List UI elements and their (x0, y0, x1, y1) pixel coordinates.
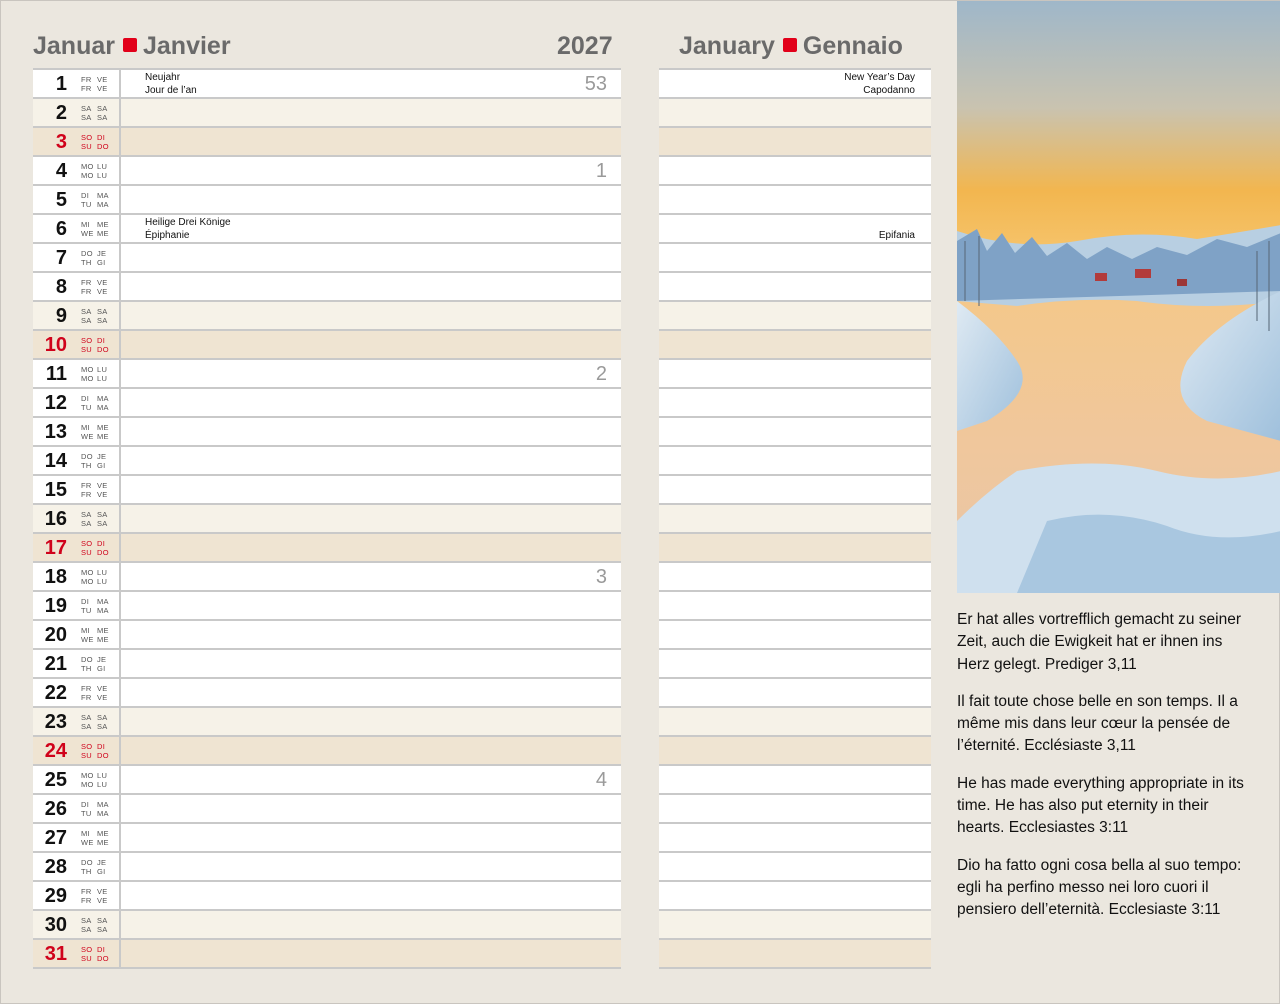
weekday-abbr-line: SO DI (81, 539, 106, 548)
weekday-abbr-line: MO LU (81, 374, 108, 383)
day-label-box (33, 882, 121, 909)
day-number: 11 (45, 363, 67, 385)
day-row (33, 561, 621, 590)
weekday-abbr-line: DI MA (81, 191, 109, 200)
day-row-notes (659, 851, 931, 880)
day-label-box (33, 389, 121, 416)
weekday-abbreviations (81, 945, 117, 963)
day-row-notes (659, 184, 931, 213)
weekday-abbreviations (81, 626, 117, 644)
day-label-box (33, 70, 121, 97)
weekday-abbr-line: SA SA (81, 510, 108, 519)
holiday-line: Heilige Drei Könige (145, 217, 231, 228)
day-label-box (33, 940, 121, 967)
weekday-abbreviations (81, 452, 117, 470)
day-number: 25 (44, 769, 67, 791)
weekday-abbreviations (81, 162, 117, 180)
weekday-abbr-line: WE ME (81, 635, 109, 644)
holiday-label-de-fr (145, 71, 197, 97)
day-number: 29 (44, 885, 67, 907)
day-row (33, 677, 621, 706)
weekday-abbreviations (81, 539, 117, 557)
weekday-abbr-line: MO LU (81, 771, 108, 780)
day-number: 30 (44, 914, 67, 936)
weekday-abbreviations (81, 336, 117, 354)
day-label-box (33, 157, 121, 184)
weekday-abbr-line: DO JE (81, 655, 107, 664)
weekday-abbr-line: DI MA (81, 597, 109, 606)
weekday-abbr-line: TU MA (81, 200, 109, 209)
weekday-abbr-line: DI MA (81, 394, 109, 403)
day-row-notes (659, 503, 931, 532)
weekday-abbr-line: MO LU (81, 162, 108, 171)
holiday-label-en-it (844, 71, 915, 97)
day-row (33, 242, 621, 271)
red-square-icon (783, 38, 797, 52)
day-row-notes (659, 387, 931, 416)
week-number: 3 (595, 566, 607, 588)
day-number: 2 (55, 102, 67, 124)
day-row (33, 213, 621, 242)
day-number: 14 (44, 450, 67, 472)
weekday-abbr-line: MI ME (81, 423, 109, 432)
weekday-abbr-line: FR VE (81, 896, 108, 905)
day-row (33, 822, 621, 851)
weekday-abbr-line: SA SA (81, 722, 108, 731)
day-row-notes (659, 793, 931, 822)
day-row-notes (659, 822, 931, 851)
weekday-abbr-line: FR VE (81, 481, 108, 490)
day-row (33, 706, 621, 735)
weekday-abbr-line: SU DO (81, 142, 109, 151)
day-label-box (33, 679, 121, 706)
day-number: 4 (55, 160, 67, 182)
weekday-abbr-line: MO LU (81, 568, 108, 577)
holiday-line: New Year’s Day (844, 72, 915, 83)
weekday-abbr-line: FR VE (81, 278, 108, 287)
day-label-box (33, 737, 121, 764)
day-row-notes (659, 532, 931, 561)
day-row (33, 851, 621, 880)
day-row (33, 271, 621, 300)
day-label-box (33, 534, 121, 561)
weekday-abbreviations (81, 597, 117, 615)
holiday-line: Épiphanie (145, 230, 190, 241)
day-number: 28 (44, 856, 67, 878)
day-row-notes (659, 648, 931, 677)
month-header-right (679, 29, 903, 63)
day-number: 9 (55, 305, 67, 327)
day-row-notes (659, 68, 931, 97)
day-row (33, 764, 621, 793)
day-row (33, 329, 621, 358)
weekday-abbr-line: MO LU (81, 365, 108, 374)
weekday-abbr-line: FR VE (81, 887, 108, 896)
day-row-notes (659, 358, 931, 387)
weekday-abbr-line: DO JE (81, 452, 107, 461)
year-label: 2027 (557, 32, 613, 60)
day-label-box (33, 824, 121, 851)
day-label-box (33, 911, 121, 938)
month-name-fr: Janvier (142, 32, 231, 60)
day-number: 24 (44, 740, 67, 762)
day-row (33, 97, 621, 126)
day-row (33, 416, 621, 445)
weekday-abbr-line: TH GI (81, 664, 106, 673)
day-number: 16 (44, 508, 67, 530)
weekday-abbr-line: WE ME (81, 432, 109, 441)
day-row-notes (659, 474, 931, 503)
day-row (33, 387, 621, 416)
weekday-abbr-line: SU DO (81, 345, 109, 354)
weekday-abbreviations (81, 684, 117, 702)
day-row-notes (659, 619, 931, 648)
month-header-left (33, 29, 231, 63)
day-row (33, 184, 621, 213)
weekday-abbr-line: FR VE (81, 490, 108, 499)
day-number: 7 (55, 247, 67, 269)
day-row-notes (659, 561, 931, 590)
day-row-notes (659, 271, 931, 300)
week-number: 2 (595, 363, 607, 385)
weekday-abbr-line: SA SA (81, 104, 108, 113)
weekday-abbreviations (81, 713, 117, 731)
weekday-abbreviations (81, 423, 117, 441)
weekday-abbr-line: SA SA (81, 113, 108, 122)
holiday-line: Epifania (878, 230, 915, 241)
day-row (33, 503, 621, 532)
day-row-notes (659, 909, 931, 938)
week-number: 4 (595, 769, 607, 791)
weekday-abbr-line: MO LU (81, 780, 108, 789)
day-number: 13 (44, 421, 67, 443)
verse-it: Dio ha fatto ogni cosa bella al suo tempo: egli ha perfino messo nei loro cuori il pensiero dell’eternità. Ecclesiaste 3:11 (957, 856, 1242, 919)
day-row (33, 880, 621, 909)
holiday-line: Jour de l’an (145, 85, 197, 96)
day-row-notes (659, 706, 931, 735)
day-label-box (33, 99, 121, 126)
holiday-line: Capodanno (863, 85, 915, 96)
month-name-it: Gennaio (802, 32, 903, 60)
day-number: 19 (44, 595, 67, 617)
weekday-abbr-line: MI ME (81, 829, 109, 838)
bible-verses (957, 609, 1257, 937)
day-grid-right (659, 68, 931, 969)
weekday-abbr-line: MO LU (81, 577, 108, 586)
weekday-abbr-line: SA SA (81, 519, 108, 528)
weekday-abbr-line: TU MA (81, 809, 109, 818)
day-label-box (33, 853, 121, 880)
weekday-abbreviations (81, 858, 117, 876)
day-label-box (33, 650, 121, 677)
day-row-notes (659, 677, 931, 706)
week-number: 53 (584, 73, 607, 95)
day-number: 10 (44, 334, 67, 356)
day-label-box (33, 331, 121, 358)
weekday-abbreviations (81, 800, 117, 818)
day-row (33, 532, 621, 561)
weekday-abbr-line: MI ME (81, 220, 109, 229)
red-square-icon (123, 38, 137, 52)
day-label-box (33, 215, 121, 242)
day-row (33, 445, 621, 474)
day-row (33, 126, 621, 155)
day-row-notes (659, 126, 931, 155)
day-label-box (33, 273, 121, 300)
weekday-abbr-line: FR VE (81, 287, 108, 296)
weekday-abbr-line: SO DI (81, 336, 106, 345)
day-number: 26 (44, 798, 67, 820)
weekday-abbreviations (81, 655, 117, 673)
day-row-notes (659, 97, 931, 126)
weekday-abbr-line: WE ME (81, 838, 109, 847)
weekday-abbr-line: TU MA (81, 606, 109, 615)
day-number: 5 (55, 189, 67, 211)
weekday-abbreviations (81, 104, 117, 122)
week-number: 1 (595, 160, 607, 182)
weekday-abbr-line: SA SA (81, 916, 108, 925)
weekday-abbreviations (81, 75, 117, 93)
day-row-notes (659, 300, 931, 329)
day-number: 15 (44, 479, 67, 501)
weekday-abbr-line: SA SA (81, 316, 108, 325)
day-row (33, 590, 621, 619)
day-row (33, 938, 621, 969)
day-label-box (33, 621, 121, 648)
weekday-abbreviations (81, 887, 117, 905)
weekday-abbr-line: WE ME (81, 229, 109, 238)
day-number: 12 (44, 392, 67, 414)
weekday-abbr-line: SA SA (81, 713, 108, 722)
weekday-abbreviations (81, 742, 117, 760)
day-label-box (33, 505, 121, 532)
winter-lake-photo (957, 1, 1280, 593)
day-row (33, 68, 621, 97)
day-label-box (33, 766, 121, 793)
day-label-box (33, 302, 121, 329)
day-number: 31 (44, 943, 67, 965)
day-number: 17 (44, 537, 67, 559)
day-label-box (33, 476, 121, 503)
day-number: 23 (44, 711, 67, 733)
day-row (33, 155, 621, 184)
day-number: 6 (55, 218, 67, 240)
weekday-abbr-line: TH GI (81, 461, 106, 470)
weekday-abbr-line: MI ME (81, 626, 109, 635)
weekday-abbr-line: FR VE (81, 684, 108, 693)
holiday-label-en-it (879, 216, 915, 242)
weekday-abbr-line: SU DO (81, 548, 109, 557)
day-label-box (33, 447, 121, 474)
verse-fr: Il fait toute chose belle en son temps. Il a même mis dans leur cœur la pensée de l’éternité. Ecclésiaste 3,11 (957, 692, 1238, 755)
weekday-abbr-line: SU DO (81, 954, 109, 963)
day-row-notes (659, 735, 931, 764)
day-label-box (33, 563, 121, 590)
weekday-abbreviations (81, 481, 117, 499)
day-row (33, 619, 621, 648)
verse-en: He has made everything appropriate in its time. He has also put eternity in their hearts. Ecclesiastes 3:11 (957, 774, 1244, 837)
weekday-abbreviations (81, 278, 117, 296)
day-label-box (33, 360, 121, 387)
month-name-en: January (679, 32, 775, 60)
day-label-box (33, 128, 121, 155)
day-number: 20 (44, 624, 67, 646)
day-row-notes (659, 242, 931, 271)
day-row (33, 300, 621, 329)
weekday-abbr-line: TH GI (81, 258, 106, 267)
day-number: 27 (44, 827, 67, 849)
weekday-abbreviations (81, 220, 117, 238)
day-label-box (33, 795, 121, 822)
weekday-abbr-line: TU MA (81, 403, 109, 412)
month-name-de: Januar (33, 32, 115, 60)
weekday-abbr-line: DO JE (81, 249, 107, 258)
weekday-abbreviations (81, 394, 117, 412)
day-grid-left (33, 68, 621, 969)
weekday-abbreviations (81, 829, 117, 847)
day-row (33, 793, 621, 822)
weekday-abbr-line: DI MA (81, 800, 109, 809)
day-number: 1 (55, 73, 67, 95)
day-label-box (33, 418, 121, 445)
weekday-abbreviations (81, 510, 117, 528)
weekday-abbreviations (81, 771, 117, 789)
day-number: 22 (44, 682, 67, 704)
weekday-abbr-line: MO LU (81, 171, 108, 180)
day-row-notes (659, 213, 931, 242)
weekday-abbr-line: FR VE (81, 693, 108, 702)
weekday-abbreviations (81, 365, 117, 383)
day-row-notes (659, 880, 931, 909)
day-row (33, 909, 621, 938)
day-number: 18 (44, 566, 67, 588)
day-number: 8 (55, 276, 67, 298)
day-number: 21 (44, 653, 67, 675)
weekday-abbr-line: FR VE (81, 84, 108, 93)
day-row-notes (659, 764, 931, 793)
holiday-line (879, 216, 915, 229)
holiday-label-de-fr (145, 216, 231, 242)
weekday-abbreviations (81, 249, 117, 267)
day-row (33, 358, 621, 387)
weekday-abbreviations (81, 133, 117, 151)
weekday-abbr-line: TH GI (81, 867, 106, 876)
day-label-box (33, 708, 121, 735)
day-label-box (33, 592, 121, 619)
weekday-abbr-line: FR VE (81, 75, 108, 84)
day-row-notes (659, 938, 931, 969)
day-row-notes (659, 155, 931, 184)
weekday-abbreviations (81, 307, 117, 325)
weekday-abbreviations (81, 916, 117, 934)
day-row-notes (659, 329, 931, 358)
day-row (33, 735, 621, 764)
verse-de: Er hat alles vortrefflich gemacht zu seiner Zeit, auch die Ewigkeit hat er ihnen ins Herz gelegt. Prediger 3,11 (957, 611, 1242, 673)
day-label-box (33, 186, 121, 213)
day-row (33, 648, 621, 677)
weekday-abbr-line: SA SA (81, 307, 108, 316)
holiday-line: Neujahr (145, 72, 181, 83)
day-row-notes (659, 445, 931, 474)
weekday-abbr-line: SO DI (81, 742, 106, 751)
weekday-abbreviations (81, 191, 117, 209)
weekday-abbr-line: SO DI (81, 945, 106, 954)
weekday-abbr-line: SU DO (81, 751, 109, 760)
weekday-abbreviations (81, 568, 117, 586)
weekday-abbr-line: SA SA (81, 925, 108, 934)
weekday-abbr-line: DO JE (81, 858, 107, 867)
day-number: 3 (55, 131, 67, 153)
day-label-box (33, 244, 121, 271)
day-row-notes (659, 590, 931, 619)
weekday-abbr-line: SO DI (81, 133, 106, 142)
day-row (33, 474, 621, 503)
day-row-notes (659, 416, 931, 445)
